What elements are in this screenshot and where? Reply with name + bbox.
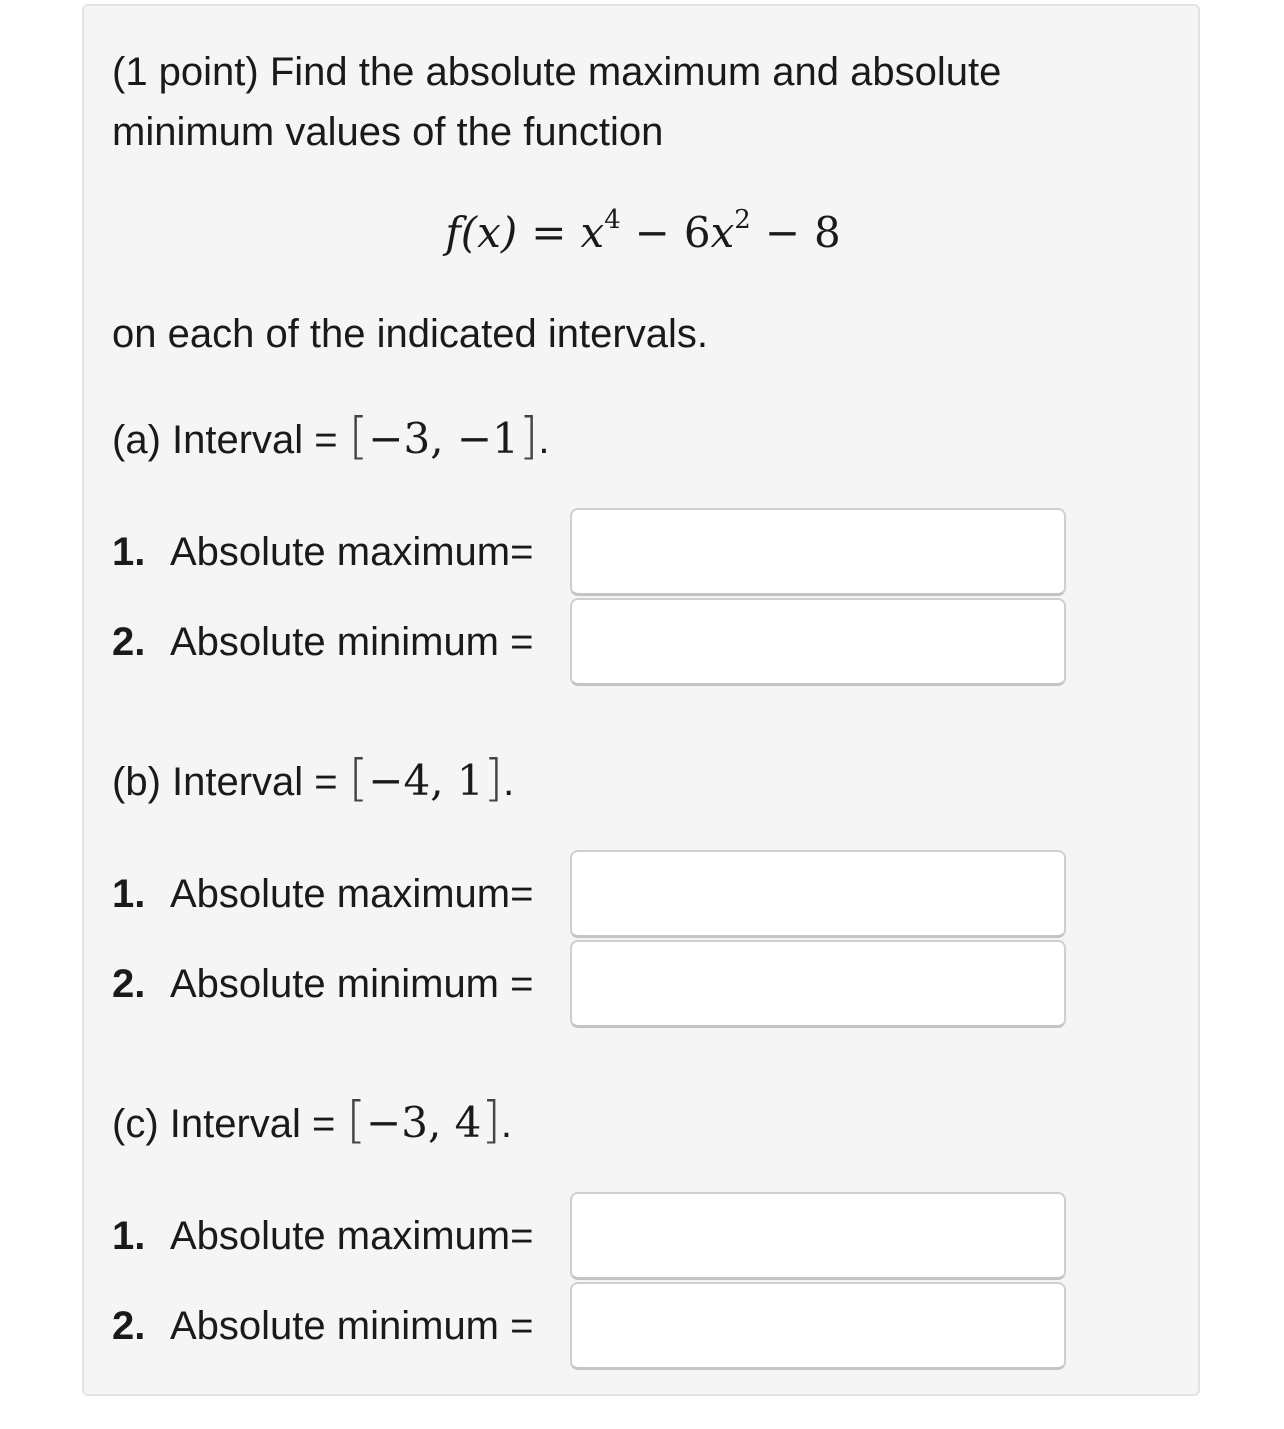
formula-term1-exp: 4 [604,205,621,235]
part-a-min-text: Absolute minimum = [170,620,534,664]
part-a-left-bracket: [ [348,407,369,465]
problem-intro: (1 point) Find the absolute maximum and absolute minimum values of the function [112,50,1002,154]
function-formula [84,194,1202,263]
part-c-right-bracket: ] [481,1091,501,1149]
part-c-min-row [112,1282,1072,1370]
part-b-min-number: 2. [112,962,146,1006]
part-a-interval-label: (a) Interval = [112,418,338,462]
part-b-left-bracket: [ [348,749,369,807]
formula-equals: = [531,208,567,257]
part-c-min-input[interactable] [570,1282,1066,1370]
part-c-max-input[interactable] [570,1192,1066,1280]
part-c-max-number: 1. [112,1214,146,1258]
part-a-max-text: Absolute maximum= [170,530,534,574]
part-a-interval: (a) Interval = [−3, −1]. [112,407,550,465]
part-b-interval: (b) Interval = [−4, 1]. [112,749,515,807]
part-b-min-input[interactable] [570,940,1066,1028]
formula-lhs: f(x) [445,208,518,257]
part-b-max-input[interactable] [570,850,1066,938]
part-c-max-row [112,1192,1072,1280]
part-b-min-text: Absolute minimum = [170,962,534,1006]
part-b-max-text: Absolute maximum= [170,872,534,916]
formula-term2-exp: 2 [734,205,751,235]
intervals-intro: on each of the indicated intervals. [112,312,708,356]
part-c-min-number: 2. [112,1304,146,1348]
formula-term1-base: x [580,208,605,257]
part-c-interval-label: (c) Interval = [112,1102,336,1146]
part-b-right-bracket: ] [483,749,504,807]
part-c-interval-value: −3, 4 [366,1098,482,1147]
part-c-left-bracket: [ [346,1091,367,1149]
part-a-right-bracket: ] [518,407,539,465]
part-a-max-label [112,522,533,582]
part-b-max-label [112,864,533,924]
part-c-max-label [112,1206,533,1266]
part-b-interval-value: −4, 1 [368,756,484,805]
part-c-interval: (c) Interval = [−3, 4]. [112,1091,513,1149]
part-a-min-label [112,612,533,672]
formula-term2-coef: 6 [683,208,711,257]
part-b-min-row [112,940,1072,1028]
part-a-min-number: 2. [112,620,146,664]
part-a-min-row [112,598,1072,686]
part-a-min-input[interactable] [570,598,1066,686]
part-c-max-text: Absolute maximum= [170,1214,534,1258]
part-a-max-number: 1. [112,530,146,574]
part-b-max-row [112,850,1072,938]
formula-minus1: − [634,208,670,257]
part-a-interval-value: −3, −1 [368,414,519,463]
part-b-max-number: 1. [112,872,146,916]
part-a-max-input[interactable] [570,508,1066,596]
formula-term2-base: x [710,208,735,257]
formula-minus2: − [764,208,801,257]
formula-constant: 8 [814,208,841,257]
part-b-interval-label: (b) Interval = [112,760,338,804]
part-a-max-row [112,508,1072,596]
problem-card [82,4,1200,1396]
part-c-min-label [112,1296,533,1356]
part-b-min-label [112,954,533,1014]
part-c-min-text: Absolute minimum = [170,1304,534,1348]
